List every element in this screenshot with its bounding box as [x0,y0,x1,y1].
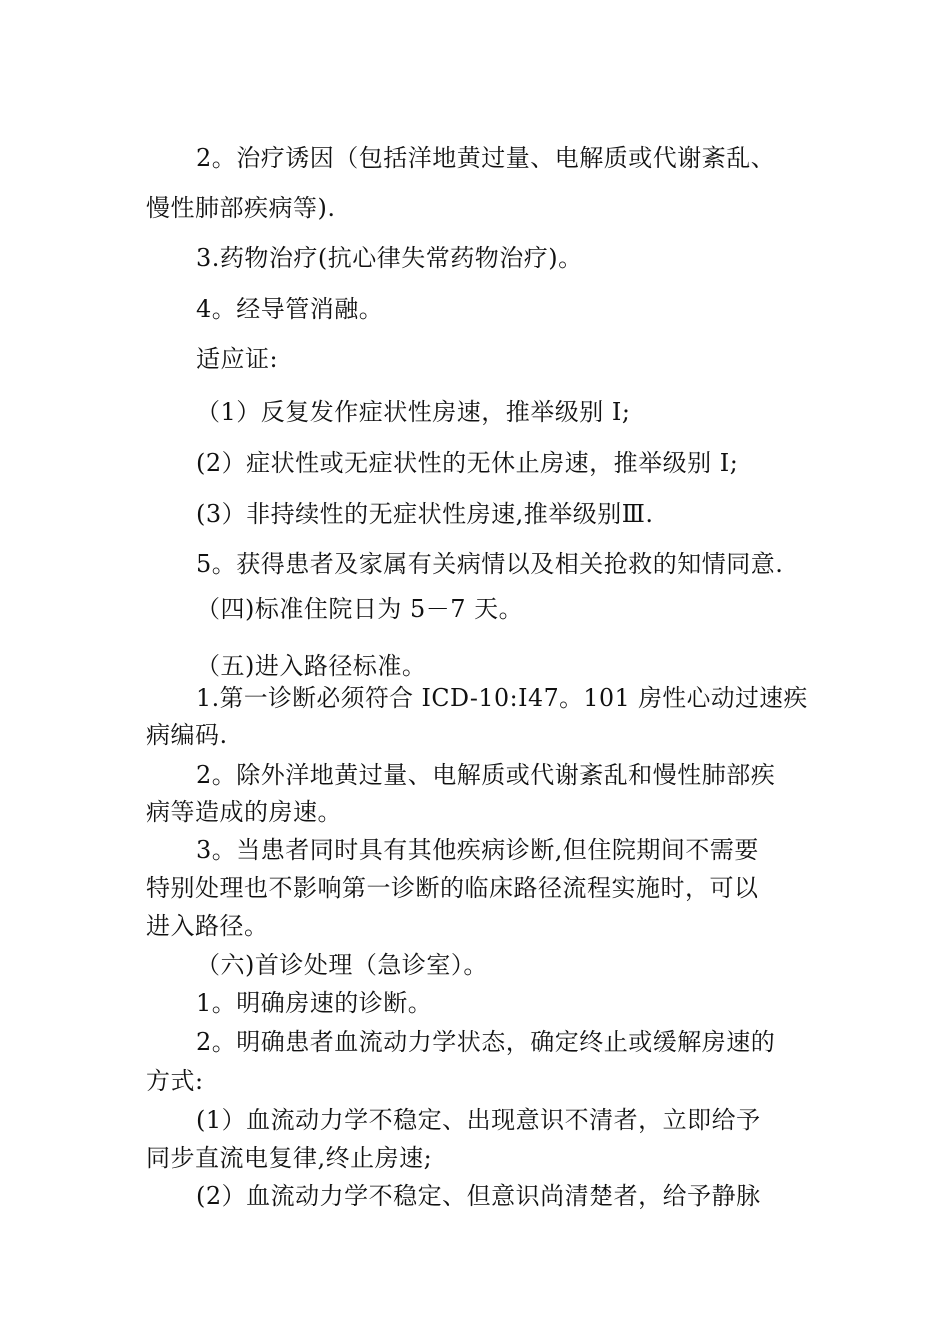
text-line: 慢性肺部疾病等). [146,194,336,222]
text-line: 5。获得患者及家属有关病情以及相关抢救的知情同意. [196,550,784,578]
text-line: 2。除外洋地黄过量、电解质或代谢紊乱和慢性肺部疾 [196,761,776,789]
text-line: 1。明确房速的诊断。 [196,989,433,1017]
text-line: 3。当患者同时具有其他疾病诊断,但住院期间不需要 [196,836,759,864]
text-line: 2。明确患者血流动力学状态，确定终止或缓解房速的 [196,1028,776,1056]
text-line: 1.第一诊断必须符合 ICD-10:I47。101 房性心动过速疾 [196,684,808,712]
text-line: (3）非持续性的无症状性房速,推举级别Ⅲ. [196,500,654,528]
text-line: 同步直流电复律,终止房速; [146,1144,433,1172]
text-line: 3.药物治疗(抗心律失常药物治疗)。 [196,244,583,272]
text-line: 适应证: [196,345,279,373]
text-line: （四)标准住院日为 5－7 天。 [196,595,524,623]
text-line: 病等造成的房速。 [146,798,342,826]
text-line: 4。经导管消融。 [196,295,384,323]
text-line: 方式: [146,1067,204,1095]
text-line: (2）症状性或无症状性的无休止房速，推举级别 I; [196,449,739,477]
text-line: （六)首诊处理（急诊室）。 [196,951,488,979]
text-line: （1）反复发作症状性房速，推举级别 I; [196,398,631,426]
text-line: 2。治疗诱因（包括洋地黄过量、电解质或代谢紊乱、 [196,144,776,172]
text-line: (1）血流动力学不稳定、出现意识不清者，立即给予 [196,1106,761,1134]
text-line: 病编码. [146,721,228,749]
text-line: 进入路径。 [146,912,269,940]
text-line: (2）血流动力学不稳定、但意识尚清楚者，给予静脉 [196,1182,761,1210]
text-line: （五)进入路径标准。 [196,652,427,680]
text-line: 特别处理也不影响第一诊断的临床路径流程实施时，可以 [146,874,759,902]
